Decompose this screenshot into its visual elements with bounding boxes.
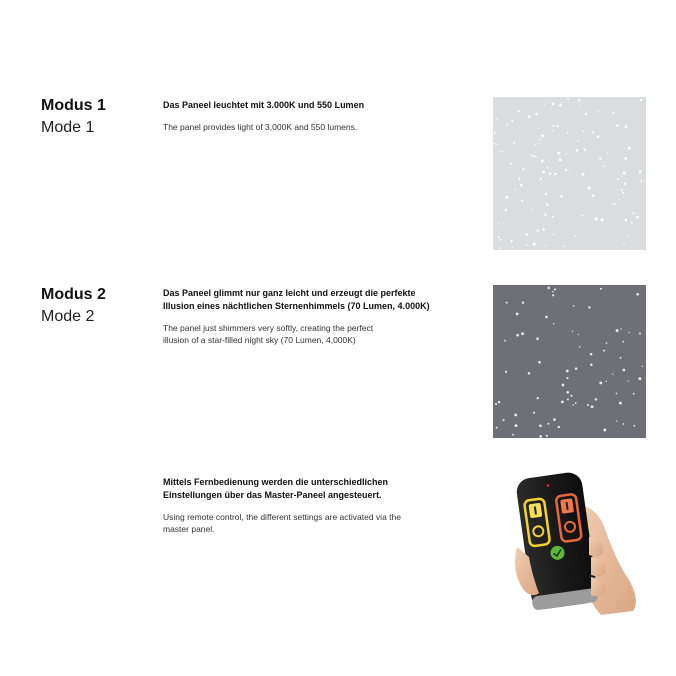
starry-panel-dark [493, 285, 646, 438]
mode-1-description-de: Das Paneel leuchtet mit 3.000K und 550 Lumen [163, 100, 365, 110]
star-dot [552, 294, 554, 296]
star-dot [512, 246, 513, 247]
star-dot [494, 143, 496, 145]
star-dot [553, 125, 555, 127]
star-dot [625, 125, 628, 128]
star-dot [601, 218, 604, 221]
star-dot [521, 200, 523, 202]
star-dot [566, 377, 568, 379]
star-dot [578, 334, 579, 335]
star-dot [514, 413, 517, 416]
remote-description-en-line-1: Using remote control, the different settings are activated via the [163, 512, 401, 522]
star-dot [578, 140, 580, 142]
star-dot [499, 151, 500, 152]
star-dot [542, 171, 545, 174]
star-dot [616, 329, 619, 332]
star-dot [617, 178, 619, 180]
star-dot [623, 423, 625, 425]
star-dot [603, 350, 605, 352]
star-dot [510, 163, 512, 165]
star-dot [579, 346, 581, 348]
mode-2-subtitle: Mode 2 [41, 308, 95, 325]
star-dot [623, 369, 626, 372]
star-dot [494, 132, 496, 134]
star-dot [500, 247, 502, 249]
star-dot [599, 381, 602, 384]
star-dot [590, 364, 593, 367]
star-dot [598, 110, 600, 112]
star-dot [511, 240, 513, 242]
star-dot [513, 142, 515, 144]
mode-2-description-en-line-1: The panel just shimmers very softly, creating the perfect [163, 323, 374, 333]
star-dot [600, 288, 602, 290]
star-dot [545, 193, 547, 195]
star-dot [570, 175, 571, 176]
star-dot [495, 403, 497, 405]
star-dot [585, 113, 587, 115]
star-dot [640, 99, 642, 101]
star-dot [632, 212, 634, 214]
star-dot [554, 173, 557, 176]
star-dot [505, 196, 508, 199]
star-dot [616, 124, 619, 127]
star-dot [629, 332, 630, 333]
star-dot [627, 236, 628, 237]
star-dot [504, 340, 506, 342]
star-dot [633, 425, 635, 427]
star-dot [624, 157, 627, 160]
star-dot [558, 426, 560, 428]
star-dot [533, 243, 536, 246]
star-dot [620, 176, 621, 177]
remote-description-en [163, 512, 473, 535]
star-dot [504, 209, 507, 212]
star-dot [567, 132, 569, 134]
starry-panel-light [493, 97, 646, 250]
star-dot [566, 154, 567, 155]
mode-2-description-en-line-2: illusion of a star-filled night sky (70 Lumen, 4,000K) [163, 334, 356, 345]
star-dot [579, 105, 580, 106]
star-dot [616, 420, 617, 421]
star-dot [631, 223, 633, 225]
star-dot [545, 245, 546, 246]
star-dot [622, 192, 624, 194]
star-dot [591, 405, 594, 408]
star-dot [560, 195, 563, 198]
remote-description-en-line-2: master panel. [163, 523, 215, 534]
star-dot [565, 169, 567, 171]
star-dot [613, 112, 615, 114]
star-dot [539, 435, 542, 438]
star-dot [545, 316, 548, 319]
star-dot [636, 216, 639, 219]
star-dot [578, 99, 580, 101]
star-dot [623, 243, 625, 245]
star-dot [499, 239, 501, 241]
star-dot [532, 155, 534, 157]
star-dot [603, 165, 605, 167]
star-dot [522, 301, 524, 303]
star-dot [520, 184, 523, 187]
star-dot [535, 113, 538, 116]
star-dot [566, 391, 569, 394]
mode-2-title: Modus 2 [41, 286, 106, 303]
star-dot [515, 424, 518, 427]
star-dot [539, 143, 540, 144]
star-dot [625, 219, 627, 221]
star-dot [557, 152, 560, 155]
star-dot [541, 134, 544, 137]
star-dot [639, 170, 642, 173]
mode-2-panel-image [493, 285, 646, 438]
star-dot [552, 291, 554, 293]
star-dot [599, 157, 601, 159]
star-dot [496, 144, 498, 146]
star-dot [561, 401, 564, 404]
star-dot [562, 384, 565, 387]
star-dot [503, 419, 505, 421]
star-dot [512, 434, 514, 436]
star-dot [616, 393, 618, 395]
star-dot [553, 418, 556, 421]
star-dot [538, 361, 541, 364]
star-dot [573, 305, 575, 307]
star-dot [613, 203, 615, 205]
star-dot [546, 204, 548, 206]
star-dot [526, 244, 527, 245]
star-dot [537, 397, 539, 399]
star-dot [630, 221, 631, 222]
star-dot [595, 398, 598, 401]
star-dot [538, 127, 540, 129]
star-dot [497, 236, 499, 238]
star-dot [498, 401, 500, 403]
star-dot [518, 178, 520, 180]
star-dot [572, 404, 574, 406]
star-dot [619, 199, 620, 200]
star-dot [563, 245, 565, 247]
star-dot [539, 424, 542, 427]
star-dot [528, 372, 531, 375]
star-dot [517, 110, 519, 112]
star-dot [567, 398, 569, 400]
mode-1-subtitle: Mode 1 [41, 119, 95, 136]
star-dot [544, 214, 546, 216]
star-dot [619, 402, 622, 405]
star-dot [621, 189, 623, 191]
star-dot [553, 234, 554, 235]
star-dot [496, 118, 498, 120]
remote-description-de [163, 476, 483, 501]
star-dot [576, 149, 579, 152]
mode-1-title: Modus 1 [41, 97, 106, 114]
star-dot [587, 404, 589, 406]
star-dot [506, 302, 508, 304]
star-dot [528, 115, 531, 118]
star-dot [546, 167, 548, 169]
star-dot [607, 152, 608, 153]
mode-2-description-de-line-2: Illusion eines nächtlichen Sternenhimmels (70 Lumen, 4.000K) [163, 300, 430, 311]
mode-1-panel-image [493, 97, 646, 250]
star-dot [640, 180, 642, 182]
star-dot [588, 306, 590, 308]
mode-1-description-en: The panel provides light of 3,000K and 550 lumens. [163, 122, 358, 132]
star-dot [597, 135, 600, 138]
star-dot [557, 125, 559, 127]
remote-control-image [505, 465, 643, 615]
star-dot [582, 173, 585, 176]
star-dot [574, 235, 576, 237]
remote-description-de-line-1: Mittels Fernbedienung werden die unterschiedlichen [163, 477, 389, 487]
star-dot [572, 331, 573, 332]
star-dot [554, 288, 556, 290]
star-dot [633, 393, 635, 395]
star-dot [514, 189, 516, 191]
star-dot [628, 380, 629, 381]
remote-description-de-line-2: Einstellungen über das Master-Paneel angesteuert. [163, 489, 382, 500]
mode-2-description-en [163, 323, 473, 346]
star-dot [496, 427, 498, 429]
star-dot [581, 214, 583, 216]
star-dot [506, 124, 508, 126]
star-dot [588, 187, 591, 190]
star-dot [624, 183, 627, 186]
star-dot [575, 367, 578, 370]
star-dot [535, 144, 537, 146]
star-dot [540, 178, 542, 180]
star-dot [539, 138, 540, 139]
star-dot [590, 353, 593, 356]
star-dot [549, 172, 551, 174]
star-dot [559, 158, 562, 161]
star-dot [505, 371, 507, 373]
star-dot [498, 223, 499, 224]
star-dot [628, 147, 631, 150]
mode-2-description-de-line-1: Das Paneel glimmt nur ganz leicht und erzeugt die perfekte [163, 288, 416, 298]
star-dot [636, 293, 639, 296]
star-dot [547, 287, 550, 290]
remote-control-in-hand-icon [505, 465, 643, 615]
star-dot [582, 130, 584, 132]
star-dot [612, 373, 613, 374]
star-dot [511, 120, 513, 122]
star-dot [592, 131, 594, 133]
star-dot [516, 334, 519, 337]
star-dot [566, 370, 569, 373]
star-dot [575, 402, 577, 404]
star-dot [546, 435, 548, 437]
star-dot [533, 412, 535, 414]
star-dot [531, 209, 532, 210]
star-dot [567, 98, 569, 100]
star-dot [502, 151, 504, 153]
star-dot [552, 130, 554, 132]
star-dot [536, 337, 539, 340]
star-dot [541, 160, 544, 163]
star-dot [516, 312, 519, 315]
star-dot [553, 323, 554, 324]
star-dot [522, 168, 524, 170]
star-dot [552, 103, 555, 106]
star-dot [638, 377, 641, 380]
star-dot [620, 328, 621, 329]
star-dot [623, 171, 626, 174]
mode-2-description-de [163, 287, 483, 312]
star-dot [595, 217, 598, 220]
star-dot [570, 395, 572, 397]
star-dot [620, 357, 622, 359]
star-dot [535, 156, 537, 158]
star-dot [526, 233, 529, 236]
star-dot [606, 342, 608, 344]
star-dot [547, 423, 549, 425]
star-dot [537, 229, 539, 231]
star-dot [603, 429, 606, 432]
star-dot [544, 103, 545, 104]
star-dot [584, 148, 586, 150]
star-dot [542, 228, 544, 230]
star-dot [521, 332, 524, 335]
star-dot [606, 381, 607, 382]
star-dot [642, 366, 643, 367]
star-dot [639, 333, 641, 335]
star-dot [592, 195, 594, 197]
star-dot [559, 104, 562, 107]
star-dot [552, 216, 554, 218]
star-dot [622, 341, 624, 343]
